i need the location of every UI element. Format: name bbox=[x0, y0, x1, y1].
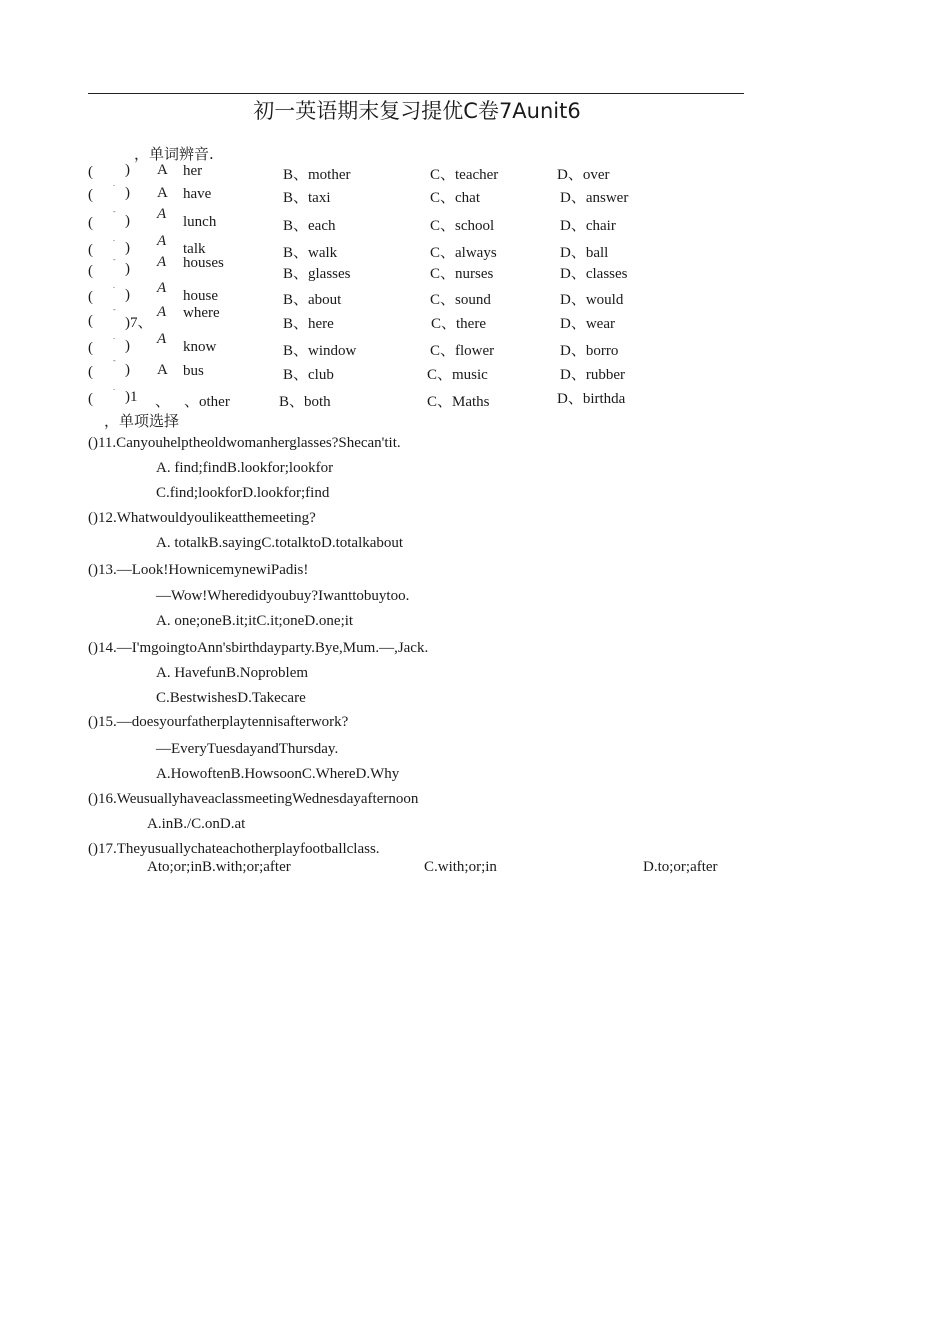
option-b: B、here bbox=[283, 316, 334, 332]
scan-mark: - bbox=[113, 207, 116, 216]
option-a-word: know bbox=[183, 339, 217, 355]
answer-paren-close: ) bbox=[125, 362, 130, 378]
option-a-word: where bbox=[183, 305, 220, 321]
option-a-letter: A bbox=[157, 206, 167, 222]
option-a-word: lunch bbox=[183, 214, 217, 230]
scan-mark: - bbox=[113, 356, 116, 365]
option-c: C、Maths bbox=[427, 394, 490, 410]
option-a-letter: A bbox=[157, 362, 168, 378]
option-d: D、rubber bbox=[560, 367, 625, 383]
option-a-letter: A bbox=[157, 304, 167, 320]
option-line: A. find;findB.lookfor;lookfor bbox=[156, 460, 334, 476]
question-line: ()12.Whatwouldyoulikeatthemeeting? bbox=[88, 510, 316, 526]
option-d: D、answer bbox=[560, 190, 629, 206]
answer-paren-open: ( bbox=[88, 242, 93, 258]
scan-mark: . bbox=[113, 234, 115, 243]
answer-paren-close: )7、 bbox=[125, 315, 153, 331]
option-a-word: houses bbox=[183, 255, 224, 271]
option-line: —EveryTuesdayandThursday. bbox=[156, 741, 339, 757]
answer-paren-close: )1 bbox=[125, 389, 138, 405]
option-line: A. totalkB.sayingC.totalktoD.totalkabout bbox=[156, 535, 404, 551]
answer-paren-open: ( bbox=[88, 340, 93, 356]
answer-paren-close: ) bbox=[125, 261, 130, 277]
option-c: C、sound bbox=[430, 292, 491, 308]
option-b: B、taxi bbox=[283, 190, 331, 206]
scan-mark: . bbox=[113, 281, 115, 290]
scan-mark: . bbox=[113, 383, 115, 392]
section2-heading: ，单项选择 bbox=[104, 412, 180, 430]
option-d: D、birthda bbox=[557, 391, 626, 407]
option-b: B、window bbox=[283, 343, 357, 359]
option-line: —Wow!Wheredidyoubuy?Iwanttobuytoo. bbox=[156, 588, 410, 604]
scan-mark: - bbox=[113, 305, 116, 314]
header-rule bbox=[88, 93, 744, 94]
answer-paren-open: ( bbox=[88, 187, 93, 203]
option-a-letter: A bbox=[157, 280, 167, 296]
answer-paren-close: ) bbox=[125, 213, 130, 229]
option-c: C、there bbox=[431, 316, 486, 332]
section1-heading: ，单词辨音. bbox=[134, 145, 214, 163]
answer-paren-open: ( bbox=[88, 263, 93, 279]
option-c: C、nurses bbox=[430, 266, 494, 282]
option-line: A. one;oneB.it;itC.it;oneD.one;it bbox=[156, 613, 354, 629]
answer-paren-close: ) bbox=[125, 287, 130, 303]
answer-paren-close: ) bbox=[125, 162, 130, 178]
option-c: C、music bbox=[427, 367, 488, 383]
option-a-letter: A bbox=[157, 185, 168, 201]
question-line: ()15.—doesyourfatherplaytennisafterwork? bbox=[88, 714, 349, 730]
option-a-letter: A bbox=[157, 331, 167, 347]
question-line: ()14.—I'mgoingtoAnn'sbirthdayparty.Bye,Mum.—,Jack. bbox=[88, 640, 429, 656]
answer-paren-open: ( bbox=[88, 215, 93, 231]
option-d: D、ball bbox=[560, 245, 609, 261]
page-title: 初一英语期末复习提优C卷7Aunit6 bbox=[253, 99, 581, 123]
option-a-letter: A bbox=[157, 233, 167, 249]
option-line: C.BestwishesD.Takecare bbox=[156, 690, 306, 706]
option-line: A.inB./C.onD.at bbox=[147, 816, 246, 832]
q17-option-ab: Ato;or;inB.with;or;after bbox=[147, 859, 291, 875]
option-a-letter: A bbox=[157, 254, 167, 270]
option-b: B、club bbox=[283, 367, 334, 383]
option-c: C、chat bbox=[430, 190, 480, 206]
scan-mark: . bbox=[113, 332, 115, 341]
option-c: C、school bbox=[430, 218, 495, 234]
answer-paren-close: ) bbox=[125, 185, 130, 201]
question-number: 、 bbox=[155, 394, 171, 410]
option-c: C、always bbox=[430, 245, 497, 261]
answer-paren-open: ( bbox=[88, 164, 93, 180]
answer-paren-close: ) bbox=[125, 338, 130, 354]
option-b: B、each bbox=[283, 218, 336, 234]
option-d: D、classes bbox=[560, 266, 628, 282]
option-a-word: have bbox=[183, 186, 212, 202]
answer-paren-open: ( bbox=[88, 391, 93, 407]
option-a-word: talk bbox=[183, 241, 206, 257]
answer-paren-open: ( bbox=[88, 364, 93, 380]
q17-option-c: C.with;or;in bbox=[424, 859, 497, 875]
option-a-letter: A bbox=[157, 162, 168, 178]
option-d: D、wear bbox=[560, 316, 615, 332]
option-b: B、glasses bbox=[283, 266, 351, 282]
option-line: A. HavefunB.Noproblem bbox=[156, 665, 309, 681]
option-c: C、flower bbox=[430, 343, 495, 359]
option-a-word: 、other bbox=[184, 394, 230, 410]
scan-mark: - bbox=[113, 255, 116, 264]
option-line: C.find;lookforD.lookfor;find bbox=[156, 485, 330, 501]
option-a-word: her bbox=[183, 163, 203, 179]
option-a-word: bus bbox=[183, 363, 204, 379]
option-b: B、walk bbox=[283, 245, 338, 261]
option-b: B、both bbox=[279, 394, 331, 410]
q17-option-d: D.to;or;after bbox=[643, 859, 718, 875]
answer-paren-open: ( bbox=[88, 313, 93, 329]
option-d: D、chair bbox=[560, 218, 616, 234]
answer-paren-close: ) bbox=[125, 240, 130, 256]
option-line: A.HowoftenB.HowsoonC.WhereD.Why bbox=[156, 766, 400, 782]
option-b: B、mother bbox=[283, 167, 351, 183]
option-d: D、borro bbox=[560, 343, 619, 359]
question-line: ()17.Theyusuallychateachotherplayfootballclass. bbox=[88, 841, 380, 857]
scan-mark: . bbox=[113, 179, 115, 188]
option-a-word: house bbox=[183, 288, 218, 304]
question-line: ()11.Canyouhelptheoldwomanherglasses?Shecan'tit. bbox=[88, 435, 401, 451]
option-b: B、about bbox=[283, 292, 342, 308]
option-d: D、would bbox=[560, 292, 624, 308]
answer-paren-open: ( bbox=[88, 289, 93, 305]
question-line: ()16.WeusuallyhaveaclassmeetingWednesdayafternoon bbox=[88, 791, 419, 807]
option-d: D、over bbox=[557, 167, 610, 183]
option-c: C、teacher bbox=[430, 167, 499, 183]
question-line: ()13.—Look!HownicemynewiPadis! bbox=[88, 562, 309, 578]
